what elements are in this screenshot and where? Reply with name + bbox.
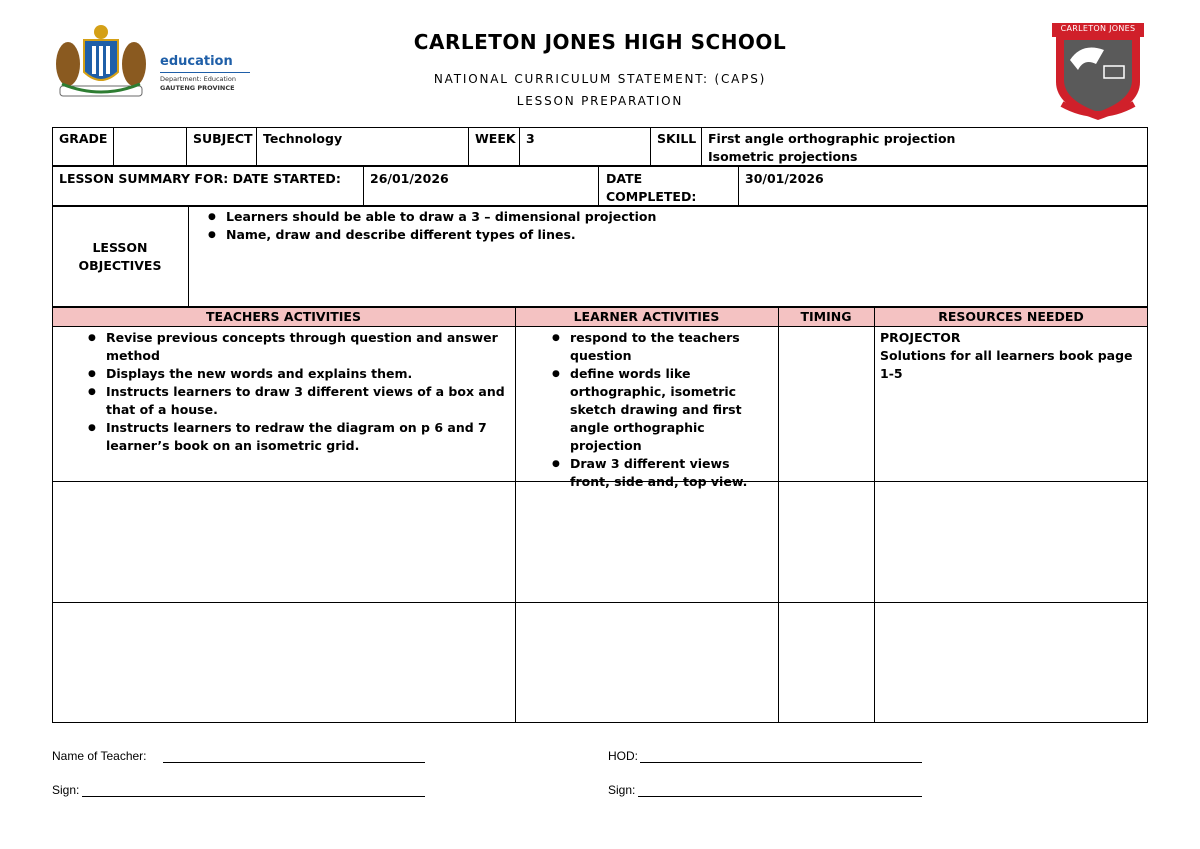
teachers-activities-header: TEACHERS ACTIVITIES [206, 309, 361, 324]
date-completed-label-line-2: COMPLETED: [606, 189, 697, 204]
objectives-label [53, 236, 187, 278]
school-title: CARLETON JONES HIGH SCHOOL [413, 30, 787, 54]
learner-activity-item: ● respond to the teachers question [546, 329, 772, 365]
school-logo-text: CARLETON JONES [1060, 24, 1136, 33]
hod-name-line[interactable] [640, 762, 922, 763]
teacher-activities-list [82, 329, 506, 455]
week-label: WEEK [475, 131, 516, 146]
resources-line-2: Solutions for all learners book page 1-5 [880, 348, 1133, 381]
skill-label: SKILL [657, 131, 697, 146]
resources-cell [876, 328, 1146, 384]
teacher-activity-item: ● Instructs learners to redraw the diagram on p 6 and 7 learner’s book on an isometric grid. [82, 419, 506, 455]
objectives-label-line-2: OBJECTIVES [78, 258, 162, 273]
teacher-activity-item: ● Displays the new words and explains them. [82, 365, 506, 383]
learner-activities-cell [542, 328, 776, 492]
objectives-list [202, 208, 1130, 244]
objectives-list-cell [196, 206, 1136, 246]
objective-item: ● Learners should be able to draw a 3 – dimensional projection [202, 208, 1130, 226]
gov-logo-province-text: GAUTENG PROVINCE [160, 84, 235, 92]
resources-line-1: PROJECTOR [880, 330, 961, 345]
gov-logo-divider [160, 72, 250, 73]
objective-item: ● Name, draw and describe different types of lines. [202, 226, 1130, 244]
date-completed-label-line-1: DATE [606, 171, 643, 186]
skill-line-1: First angle orthographic projection [708, 131, 956, 146]
document-type-subtitle: LESSON PREPARATION [516, 94, 684, 108]
school-crest-icon [1048, 20, 1148, 124]
date-started-value: 26/01/2026 [370, 171, 449, 186]
teacher-name-label: Name of Teacher: [52, 749, 147, 763]
grade-label: GRADE [59, 131, 108, 146]
teacher-sign-label: Sign: [52, 783, 80, 797]
hod-label: HOD: [608, 749, 638, 763]
skill-value [702, 127, 961, 169]
subject-value: Technology [263, 131, 343, 146]
gauteng-education-logo [52, 22, 252, 102]
hod-sign-line[interactable] [638, 796, 922, 797]
teacher-name-line[interactable] [163, 762, 425, 763]
timing-header: TIMING [800, 309, 852, 324]
date-completed-label [600, 167, 702, 209]
hod-sign-label: Sign: [608, 783, 636, 797]
week-value: 3 [526, 131, 535, 146]
objectives-label-line-1: LESSON [92, 240, 148, 255]
teacher-activity-item: ● Instructs learners to draw 3 different views of a box and that of a house. [82, 383, 506, 419]
skill-line-2: Isometric projections [708, 149, 858, 164]
teacher-activity-item: ● Revise previous concepts through question and answer method [82, 329, 506, 365]
timing-value [779, 328, 873, 334]
learner-activity-item: ● define words like orthographic, isometric sketch drawing and first angle orthographic projection [546, 365, 772, 455]
gov-logo-dept-text: Department: Education [160, 75, 236, 83]
grade-value [114, 127, 126, 133]
gov-logo-education-text: education [160, 54, 233, 69]
learner-activity-item: ● Draw 3 different views front, side and, top view. [546, 455, 772, 491]
resources-header: RESOURCES NEEDED [938, 309, 1084, 324]
teacher-sign-line[interactable] [82, 796, 425, 797]
school-crest-logo [1048, 20, 1148, 124]
date-completed-value: 30/01/2026 [745, 171, 824, 186]
learner-activities-header: LEARNER ACTIVITIES [573, 309, 720, 324]
lesson-summary-label: LESSON SUMMARY FOR: DATE STARTED: [59, 171, 341, 186]
teacher-activities-cell [78, 328, 510, 456]
curriculum-subtitle: NATIONAL CURRICULUM STATEMENT: (CAPS) [433, 72, 767, 86]
subject-label: SUBJECT [193, 131, 253, 146]
learner-activities-list [546, 329, 772, 491]
